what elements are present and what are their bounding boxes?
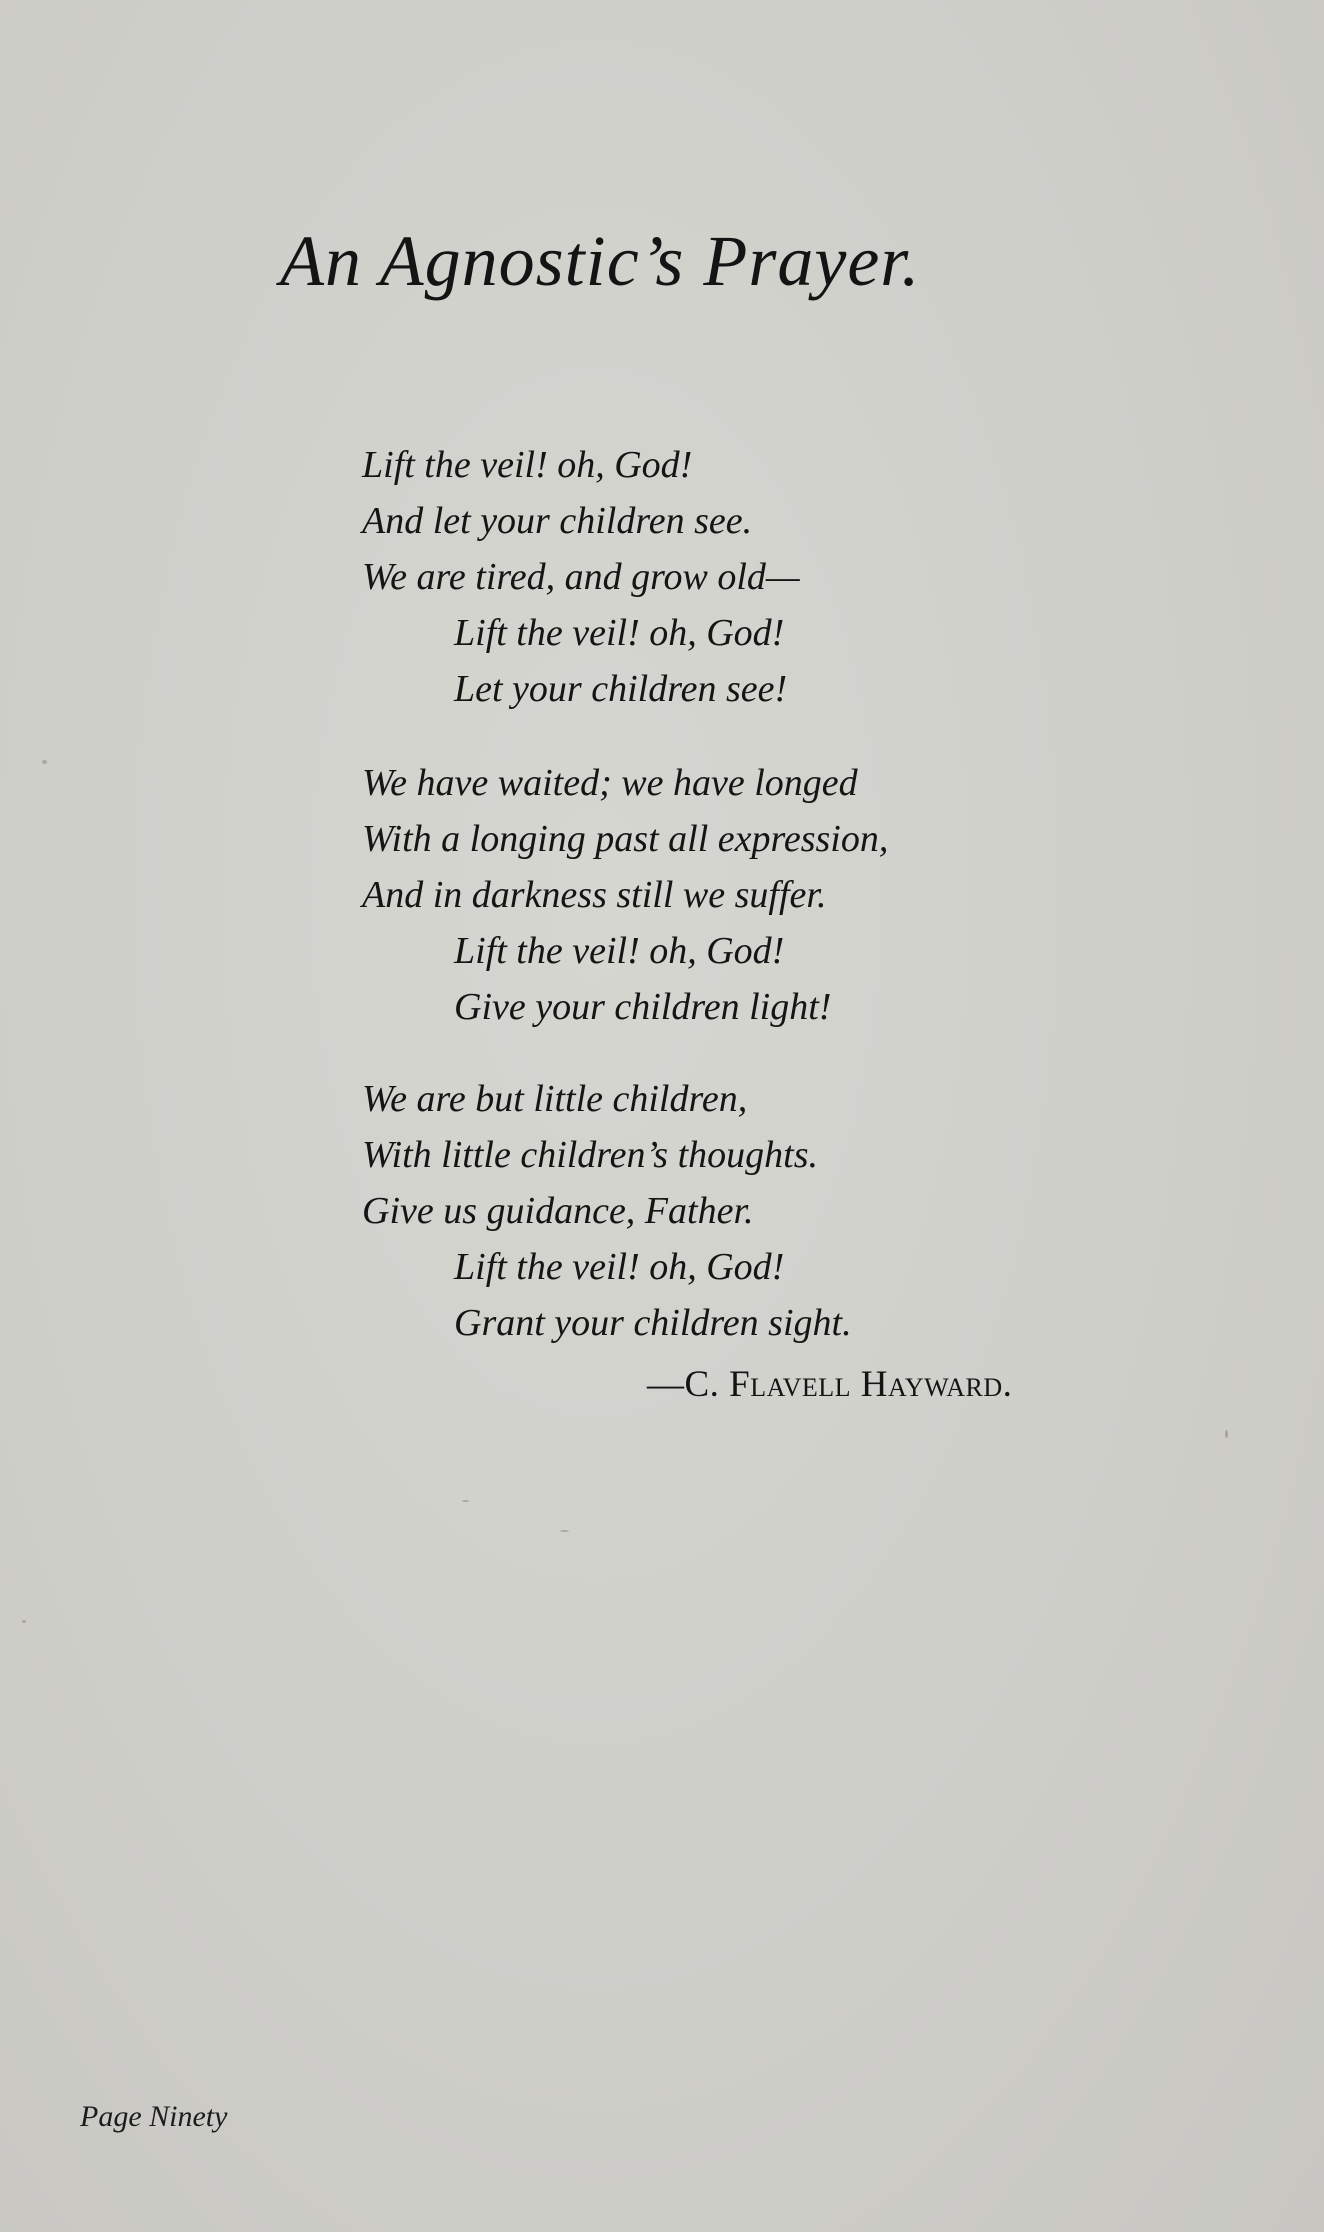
poem-line: We are tired, and grow old— [362, 556, 800, 598]
poem-line: Lift the veil! oh, God! [362, 444, 693, 486]
stanza-3 [362, 1071, 1182, 1351]
poem-line-refrain: Lift the veil! oh, God! [454, 930, 785, 972]
poem-line: And let your children see. [362, 500, 753, 542]
stanza-1 [362, 437, 1182, 717]
paper-speck [22, 1620, 26, 1623]
poem-title: An Agnostic’s Prayer. [280, 221, 921, 301]
poem-line: With little children’s thoughts. [362, 1134, 818, 1176]
poem-line: We are but little children, [362, 1078, 748, 1120]
poem-line: Give us guidance, Father. [362, 1190, 754, 1232]
poem-line-refrain: Lift the veil! oh, God! [454, 612, 785, 654]
stanza-2 [362, 755, 1182, 1035]
poem-line: And in darkness still we suffer. [362, 874, 827, 916]
poem-attribution: —C. Flavell Hayward. [647, 1364, 1013, 1405]
paper-speck [462, 1500, 469, 1502]
poem-line-refrain: Give your children light! [454, 986, 832, 1028]
poem-line-refrain: Let your children see! [454, 668, 788, 710]
paper-speck [560, 1530, 569, 1532]
paper-speck [42, 760, 47, 764]
poem-line: With a longing past all expression, [362, 818, 889, 860]
paper-speck [1225, 1430, 1228, 1438]
poem-line: We have waited; we have longed [362, 762, 858, 804]
page-number: Page Ninety [80, 2100, 228, 2133]
bleed-through-texture [90, 140, 1210, 195]
poem-line-refrain: Lift the veil! oh, God! [454, 1246, 785, 1288]
poem-line-refrain: Grant your children sight. [454, 1302, 852, 1344]
